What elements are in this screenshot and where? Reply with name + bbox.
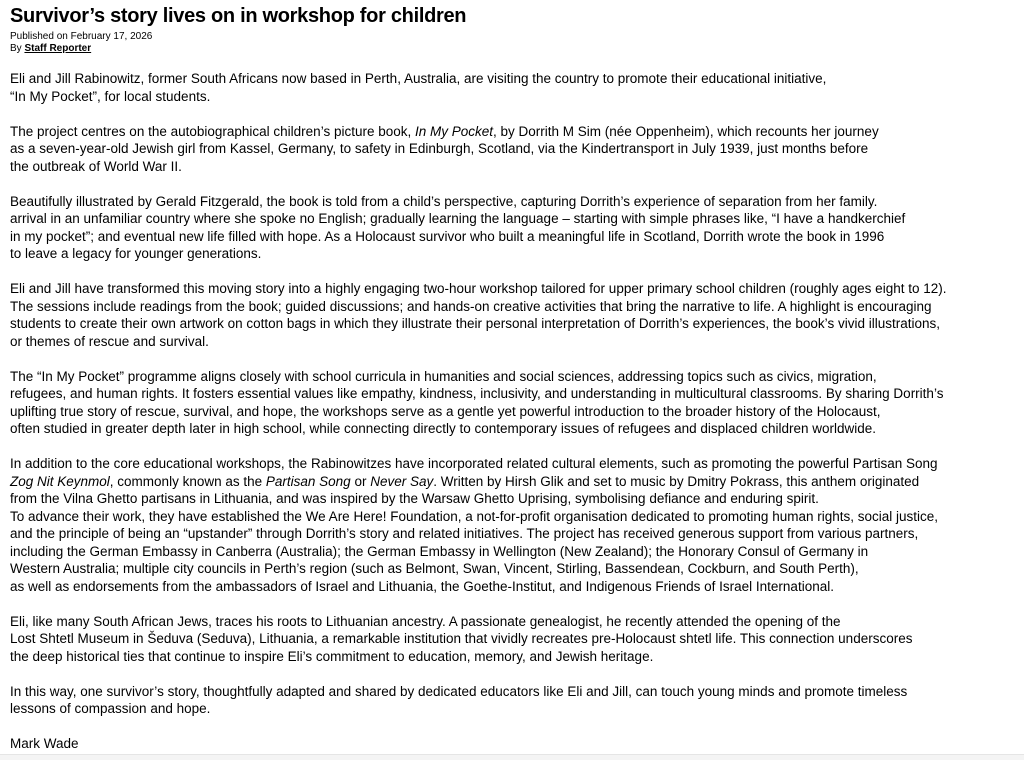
paragraph (10, 123, 1016, 176)
paragraph (10, 683, 1016, 718)
text-line (10, 193, 1016, 211)
text-line (10, 683, 1016, 701)
text-line (10, 385, 1016, 403)
text-run: or (350, 473, 371, 489)
paragraph (10, 193, 1016, 263)
text-run: as a seven-year-old Jewish girl from Kassel, Germany, to safety in Edinburgh, Scotland, via the Kindertransport in July 1939, just months before (10, 141, 869, 156)
text-line (10, 298, 1016, 316)
byline-prefix: By (10, 43, 25, 54)
text-line (10, 368, 1016, 386)
paragraph (10, 280, 1016, 350)
text-line (10, 88, 1016, 106)
text-line (10, 455, 1016, 473)
text-line (10, 70, 1016, 88)
text-run: uplifting true story of rescue, survival, and hope, the workshops serve as a gentle yet powerful introduction to the broader history of the Holocaust, (10, 403, 881, 419)
text-run: refugees, and human rights. It fosters essential values like empathy, kindness, inclusivity, and understanding in multicultural classrooms. By sharing Dorrith’s (10, 386, 944, 401)
paragraph (10, 613, 1016, 666)
text-run: In this way, one survivor’s story, thoughtfully adapted and shared by dedicated educators like Eli and Jill, can touch young minds and promote timeless (10, 683, 908, 699)
text-run: students to create their own artwork on cotton bags in which they illustrate their personal interpretation of Dorrith’s experiences, the book’s vivid illustrations, (10, 316, 940, 331)
text-line (10, 700, 1016, 718)
text-line (10, 315, 1016, 333)
paragraph (10, 455, 1016, 595)
text-line (10, 245, 1016, 263)
text-line (10, 123, 1016, 141)
text-run: To advance their work, they have established the We Are Here! Foundation, a not-for-profit organisation dedicated to promoting human rights, social justice, (10, 508, 939, 524)
footer-bar (0, 754, 1024, 760)
text-run: , by Dorrith M Sim (née Oppenheim), which recounts her journey (493, 123, 879, 139)
text-run: The sessions include readings from the book; guided discussions; and hands-on creative activities that bring the narrative to life. A highlight is encouraging (10, 298, 932, 314)
signature: Mark Wade (10, 736, 79, 751)
text-run: or themes of rescue and survival. (10, 333, 209, 349)
byline-author-link[interactable]: Staff Reporter (24, 43, 92, 54)
text-run: and the principle of being an “upstander” through Dorrith’s story and related initiatives. The project has received generous support from various partners, (10, 526, 919, 541)
text-run: Beautifully illustrated by Gerald Fitzgerald, the book is told from a child’s perspective, capturing Dorrith’s experience of separation from her family. (10, 193, 878, 209)
text-run: Eli and Jill Rabinowitz, former South Africans now based in Perth, Australia, are visiting the country to promote their educational initiative, (10, 71, 827, 86)
byline (10, 43, 1016, 55)
text-line (10, 210, 1016, 228)
italic-text: Partisan Song (265, 473, 351, 489)
text-run: lessons of compassion and hope. (10, 701, 211, 716)
text-line (10, 490, 1016, 508)
text-run: the deep historical ties that continue to inspire Eli’s commitment to education, memory, and Jewish heritage. (10, 648, 654, 664)
text-run: the outbreak of World War II. (10, 158, 182, 174)
paragraph (10, 70, 1016, 105)
text-line (10, 578, 1016, 596)
text-run: The “In My Pocket” programme aligns closely with school curricula in humanities and social sciences, addressing topics such as civics, migration, (10, 368, 877, 384)
text-line (10, 473, 1016, 491)
text-run: as well as endorsements from the ambassadors of Israel and Lithuania, the Goethe-Institut, and Indigenous Friends of Israel International. (10, 578, 834, 594)
text-run: Lost Shtetl Museum in Šeduva (Seduva), Lithuania, a remarkable institution that vividly recreates pre-Holocaust shtetl life. This connection underscores (10, 631, 913, 646)
italic-text: In My Pocket (415, 123, 494, 139)
text-line (10, 543, 1016, 561)
text-line (10, 648, 1016, 666)
paragraph (10, 368, 1016, 438)
text-line (10, 403, 1016, 421)
text-run: Eli, like many South African Jews, traces his roots to Lithuanian ancestry. A passionate genealogist, he recently attended the opening of the (10, 613, 841, 629)
text-line (10, 613, 1016, 631)
text-line (10, 630, 1016, 648)
text-run: from the Vilna Ghetto partisans in Lithuania, and was inspired by the Warsaw Ghetto Uprising, symbolising defiance and enduring spirit. (10, 491, 819, 506)
page-title: Survivor’s story lives on in workshop for children (10, 5, 467, 27)
text-run: to leave a legacy for younger generations. (10, 246, 262, 261)
text-run: including the German Embassy in Canberra (Australia); the German Embassy in Wellington (New Zealand); the Honorary Consul of Germany in (10, 543, 869, 559)
text-run: “In My Pocket”, for local students. (10, 88, 211, 104)
text-run: Eli and Jill have transformed this moving story into a highly engaging two-hour workshop tailored for upper primary school children (roughly ages eight to 12). (10, 281, 947, 296)
text-run: In addition to the core educational workshops, the Rabinowitzes have incorporated related cultural elements, such as promoting the powerful Partisan Song (10, 456, 938, 471)
text-line (10, 508, 1016, 526)
text-line (10, 158, 1016, 176)
italic-text: Zog Nit Keynmol (10, 473, 110, 489)
text-line (10, 420, 1016, 438)
published-date: Published on February 17, 2026 (10, 31, 153, 42)
text-line (10, 560, 1016, 578)
text-line (10, 140, 1016, 158)
article-body (10, 70, 1016, 718)
text-line (10, 280, 1016, 298)
text-run: in my pocket”; and eventual new life filled with hope. As a Holocaust survivor who built a meaningful life in Scotland, Dorrith wrote the book in 1996 (10, 228, 885, 244)
text-run: often studied in greater depth later in high school, while connecting directly to contemporary issues of refugees and displaced children worldwide. (10, 421, 876, 436)
text-run: , commonly known as the (109, 473, 266, 489)
text-run: . Written by Hirsh Glik and set to music by Dmitry Pokrass, this anthem originated (433, 473, 920, 489)
text-line (10, 228, 1016, 246)
text-line (10, 525, 1016, 543)
text-run: arrival in an unfamiliar country where she spoke no English; gradually learning the language – starting with simple phrases like, “I have a handkerchief (10, 211, 906, 226)
text-run: The project centres on the autobiographical children’s picture book, (10, 123, 415, 139)
italic-text: Never Say (370, 473, 434, 489)
text-line (10, 333, 1016, 351)
text-run: Western Australia; multiple city councils in Perth’s region (such as Belmont, Swan, Vincent, Stirling, Bassendean, Cockburn, and South Perth), (10, 561, 859, 576)
